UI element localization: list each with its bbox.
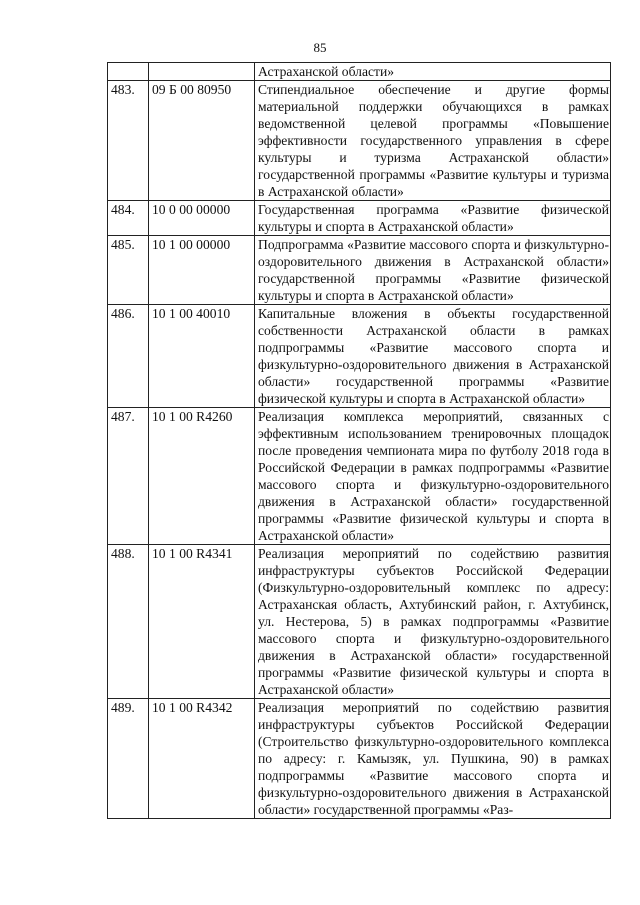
row-number-cell: 489.	[108, 699, 149, 819]
target-code-cell: 10 1 00 R4341	[149, 545, 255, 699]
description-cell: Реализация мероприятий по содействию развития инфраструктуры субъектов Российской Федерации (Строительство физкультурно-оздоровительного комплекса по адресу: г. Камызяк, ул. Пушкина, 90) в рамках подпрограммы «Развитие массового спорта и физкультурно-оздоровительного движения в Астраханской области» государственной программы «Раз-	[255, 699, 611, 819]
description-cell: Астраханской области»	[255, 63, 611, 81]
target-code-cell: 10 1 00 40010	[149, 305, 255, 408]
table-row	[108, 63, 611, 81]
row-number-cell: 487.	[108, 408, 149, 545]
table-row	[108, 408, 611, 545]
description-cell: Реализация мероприятий по содействию развития инфраструктуры субъектов Российской Федерации (Физкультурно-оздоровительный комплекс по адресу: Астраханская область, Ахтубинский район, г. Ахтубинск, ул. Нестерова, 5) в рамках подпрограммы «Развитие массового спорта и физкультурно-оздоровительного движения в Астраханской области» государственной программы «Развитие физической культуры и спорта в Астраханской области»	[255, 545, 611, 699]
row-number-cell	[108, 63, 149, 81]
description-cell: Капитальные вложения в объекты государственной собственности Астраханской области в рамках подпрограммы «Развитие массового спорта и физкультурно-оздоровительного движения в Астраханской области» государственной программы «Развитие физической культуры и спорта в Астраханской области»	[255, 305, 611, 408]
table-row	[108, 236, 611, 305]
target-code-cell	[149, 63, 255, 81]
row-number-cell: 485.	[108, 236, 149, 305]
target-code-cell: 10 1 00 00000	[149, 236, 255, 305]
table-row	[108, 305, 611, 408]
description-cell: Реализация комплекса мероприятий, связанных с эффективным использованием тренировочных площадок после проведения чемпионата мира по футболу 2018 года в Российской Федерации в рамках подпрограммы «Развитие массового спорта и физкультурно-оздоровительного движения в Астраханской области» государственной программы «Развитие физической культуры и спорта в Астраханской области»	[255, 408, 611, 545]
target-code-cell: 10 1 00 R4260	[149, 408, 255, 545]
target-code-cell: 10 0 00 00000	[149, 201, 255, 236]
table-row	[108, 545, 611, 699]
row-number-cell: 483.	[108, 81, 149, 201]
table-row	[108, 699, 611, 819]
target-code-cell: 09 Б 00 80950	[149, 81, 255, 201]
description-cell: Подпрограмма «Развитие массового спорта и физкультурно-оздоровительного движения в Астраханской области» государственной программы «Развитие физической культуры и спорта в Астраханской области»	[255, 236, 611, 305]
description-cell: Государственная программа «Развитие физической культуры и спорта в Астраханской области»	[255, 201, 611, 236]
description-cell: Стипендиальное обеспечение и другие формы материальной поддержки обучающихся в рамках ведомственной целевой программы «Повышение эффективности государственного управления в сфере культуры и туризма Астраханской области» государственной программы «Развитие культуры и туризма в Астраханской области»	[255, 81, 611, 201]
table-row	[108, 81, 611, 201]
row-number-cell: 484.	[108, 201, 149, 236]
row-number-cell: 488.	[108, 545, 149, 699]
row-number-cell: 486.	[108, 305, 149, 408]
table-row	[108, 201, 611, 236]
budget-classification-table	[107, 62, 611, 819]
target-code-cell: 10 1 00 R4342	[149, 699, 255, 819]
page-number: 85	[313, 40, 327, 55]
